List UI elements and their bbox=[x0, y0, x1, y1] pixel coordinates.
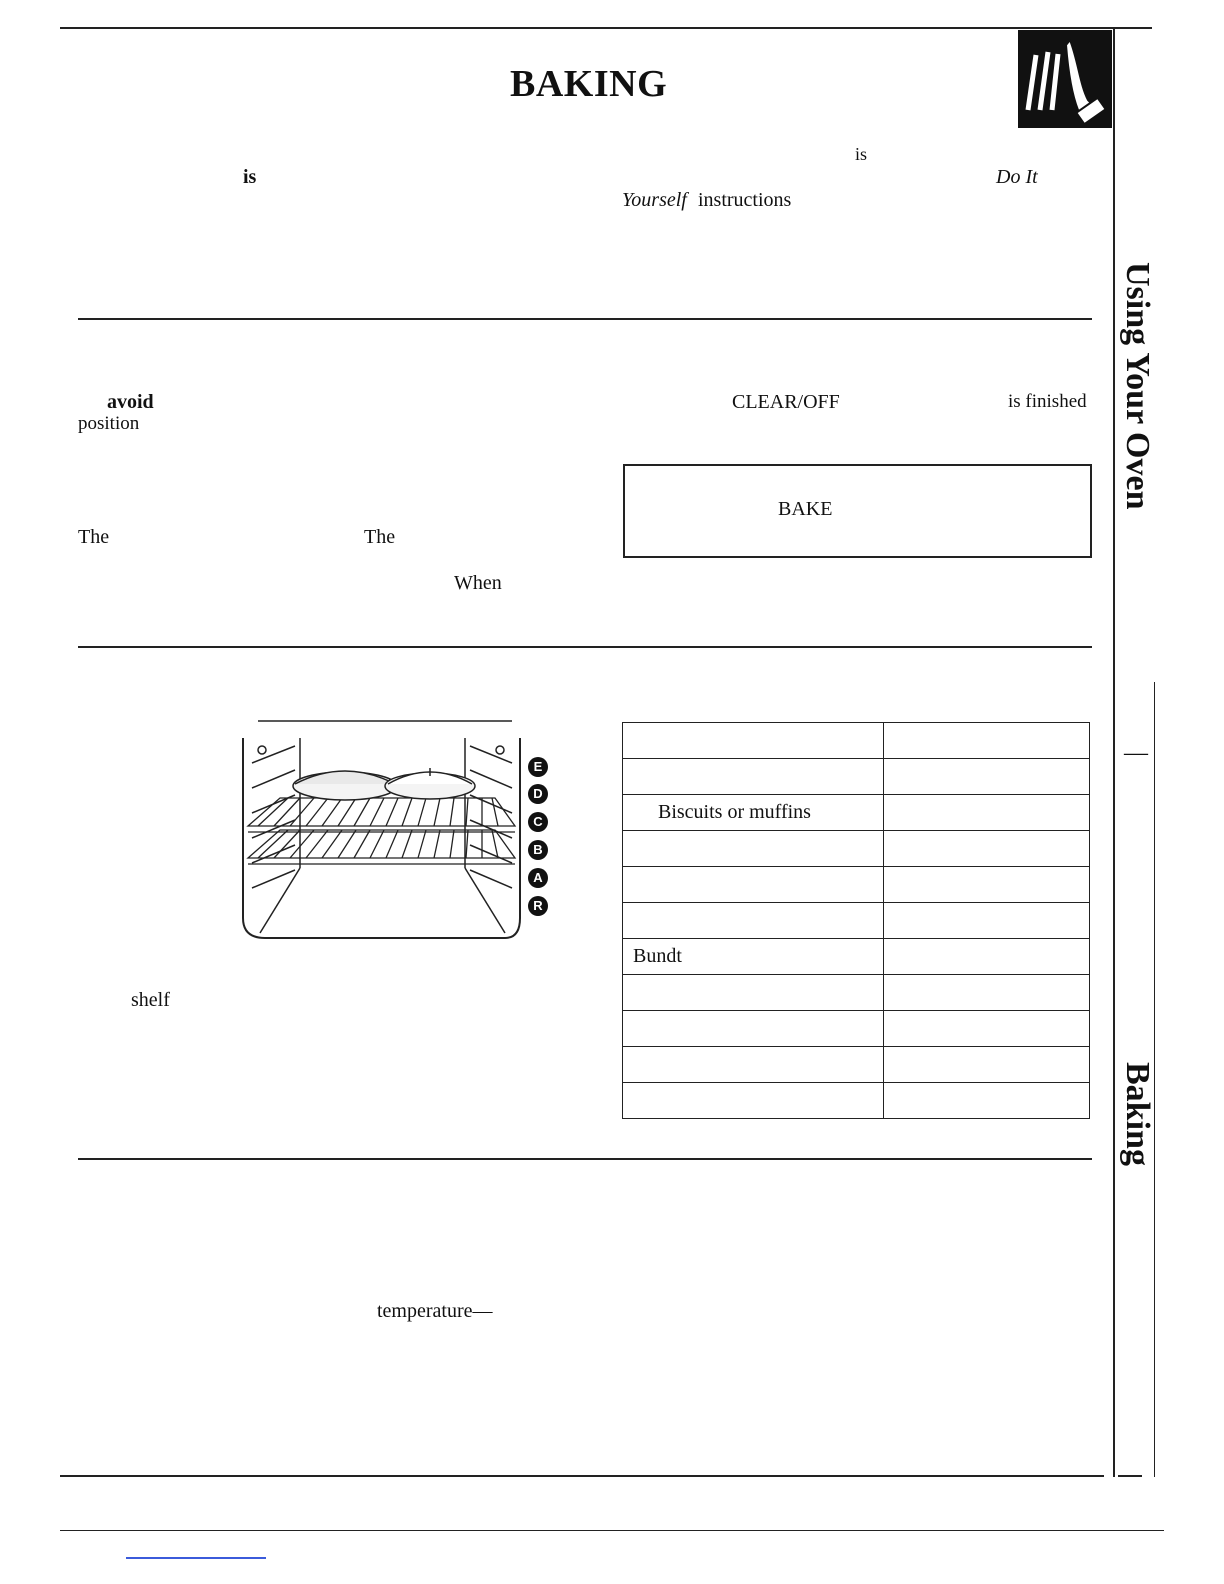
sec2-word-clear-off: CLEAR/OFF bbox=[732, 391, 840, 413]
intro-word-instructions: instructions bbox=[698, 189, 792, 211]
table-cell bbox=[884, 939, 1090, 975]
table-cell bbox=[884, 1047, 1090, 1083]
top-rule bbox=[60, 27, 1152, 29]
table-cell bbox=[623, 759, 884, 795]
sec3-word-shelf: shelf bbox=[131, 989, 170, 1011]
table-row bbox=[623, 903, 1090, 939]
bottom-rule bbox=[60, 1475, 1104, 1477]
sec2-word-the-2: The bbox=[364, 526, 396, 548]
shelf-label-e: E bbox=[528, 757, 548, 777]
table-cell bbox=[623, 1011, 884, 1047]
table-row bbox=[623, 759, 1090, 795]
oven-shelves-illustration bbox=[240, 718, 570, 943]
sec2-word-is-finished: is finished bbox=[1008, 391, 1087, 412]
table-row bbox=[623, 831, 1090, 867]
right-rule bbox=[1113, 27, 1115, 1477]
table-cell bbox=[623, 867, 884, 903]
sec2-word-avoid: avoid bbox=[107, 391, 154, 413]
sec2-word-when: When bbox=[454, 572, 502, 594]
bottom-rule-short bbox=[1118, 1475, 1142, 1477]
table-cell bbox=[884, 831, 1090, 867]
shelf-label-c: C bbox=[528, 812, 548, 832]
shelf-label-r: R bbox=[528, 896, 548, 916]
intro-word-do-it: Do It bbox=[996, 166, 1038, 188]
shelf-label-d: D bbox=[528, 784, 548, 804]
shelf-label-a: A bbox=[528, 868, 548, 888]
table-row bbox=[623, 1083, 1090, 1119]
page-title: BAKING bbox=[510, 63, 668, 105]
shelf-label-b: B bbox=[528, 840, 548, 860]
hand-pressing-button-icon bbox=[1018, 30, 1112, 128]
table-cell bbox=[623, 975, 884, 1011]
table-cell bbox=[623, 1083, 884, 1119]
table-cell bbox=[884, 795, 1090, 831]
table-cell bbox=[623, 1047, 884, 1083]
table-row bbox=[623, 867, 1090, 903]
side-tab-using-your-oven: Using Your Oven bbox=[1119, 262, 1156, 510]
table-row bbox=[623, 939, 1090, 975]
table-cell bbox=[884, 759, 1090, 795]
sec2-word-the-1: The bbox=[78, 526, 110, 548]
table-cell: Bundt bbox=[623, 939, 884, 975]
bake-note-text: BAKE bbox=[778, 498, 833, 520]
table-cell bbox=[623, 723, 884, 759]
section-divider-3 bbox=[78, 1158, 1092, 1160]
table-row bbox=[623, 723, 1090, 759]
table-cell bbox=[884, 975, 1090, 1011]
table-cell bbox=[884, 867, 1090, 903]
table-row bbox=[623, 795, 1090, 831]
intro-word-is-1: is bbox=[855, 144, 868, 164]
side-tab-dash: — bbox=[1124, 740, 1148, 766]
shelf-position-table bbox=[622, 722, 1090, 1119]
table-cell bbox=[623, 903, 884, 939]
table-cell bbox=[623, 831, 884, 867]
section-divider-2 bbox=[78, 646, 1092, 648]
intro-word-yourself: Yourself bbox=[622, 189, 687, 211]
table-cell bbox=[884, 723, 1090, 759]
table-cell bbox=[884, 1011, 1090, 1047]
side-tab-baking: Baking bbox=[1119, 1062, 1156, 1166]
table-row bbox=[623, 1047, 1090, 1083]
footer-mark bbox=[126, 1557, 266, 1559]
sec4-word-temperature: temperature— bbox=[377, 1300, 493, 1322]
bake-note-box bbox=[623, 464, 1092, 558]
table-cell bbox=[884, 1083, 1090, 1119]
section-divider-1 bbox=[78, 318, 1092, 320]
footer-rule bbox=[60, 1530, 1164, 1531]
intro-word-is-2: is bbox=[243, 166, 257, 188]
table-row bbox=[623, 975, 1090, 1011]
sec2-word-position: position bbox=[78, 413, 140, 434]
table-cell: Biscuits or muffins bbox=[623, 795, 884, 831]
table-row bbox=[623, 1011, 1090, 1047]
table-cell bbox=[884, 903, 1090, 939]
